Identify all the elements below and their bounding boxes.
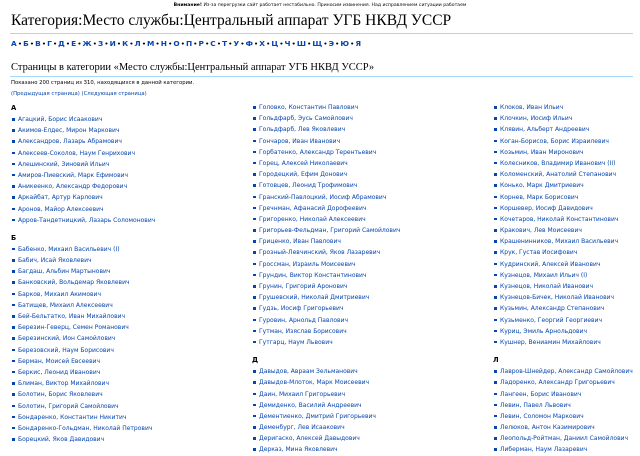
list-item xyxy=(252,326,400,337)
list-item xyxy=(493,236,633,247)
list-item xyxy=(493,411,633,422)
alphabet-separator: • xyxy=(41,39,47,48)
list-item xyxy=(493,366,633,377)
alphabet-link-12[interactable]: М xyxy=(147,39,155,48)
person-link[interactable]: Гутман, Изяслав Борисович xyxy=(259,327,347,335)
alphabet-separator: • xyxy=(141,39,147,48)
alphabet-link-5[interactable]: Д xyxy=(58,39,65,48)
list-item xyxy=(252,180,400,191)
list-item xyxy=(493,225,633,236)
person-link[interactable]: Березин-Геверц, Семен Романович xyxy=(18,324,129,332)
prev-page-link[interactable]: (Предыдущая страница) xyxy=(11,91,80,97)
alphabet-separator: • xyxy=(228,39,233,48)
person-link[interactable]: Коломенский, Анатолий Степанович xyxy=(500,171,617,179)
list-item xyxy=(493,102,633,113)
list-item xyxy=(493,303,633,314)
list-item xyxy=(11,300,155,311)
list-item xyxy=(11,401,155,412)
list-item xyxy=(11,170,155,181)
person-link[interactable]: Куриц, Эмиль Арнольдович xyxy=(500,327,587,335)
list-item xyxy=(493,400,633,411)
alphabet-link-17[interactable]: С xyxy=(210,39,216,48)
list-item xyxy=(252,411,400,422)
person-link[interactable]: Левин, Павел Львович xyxy=(500,401,571,409)
person-link[interactable]: Бондаренко-Гольдман, Николай Петрович xyxy=(18,424,153,432)
person-link[interactable]: Клоков, Иван Ильич xyxy=(500,104,564,111)
list-item xyxy=(252,147,400,158)
list-item xyxy=(11,181,155,192)
person-link[interactable]: Кочетаров, Николай Константинович xyxy=(500,215,619,223)
pagination xyxy=(11,91,147,97)
person-link[interactable]: Лавров-Шнейдер, Александр Самойлович xyxy=(500,368,633,376)
list-item xyxy=(493,214,633,225)
person-link[interactable]: Гроссман, Израиль Моисеевич xyxy=(259,260,356,268)
alphabet-separator: • xyxy=(104,39,109,48)
person-link[interactable]: Либерман, Наум Лазаревич xyxy=(500,446,588,454)
alphabet-link-7[interactable]: Ж xyxy=(82,39,92,48)
list-item xyxy=(252,259,400,270)
alphabet-link-10[interactable]: К xyxy=(122,39,129,48)
person-link[interactable]: Клочкин, Иосиф Ильич xyxy=(500,115,573,123)
person-link[interactable]: Кудринский, Алексей Иванович xyxy=(500,260,601,268)
person-link[interactable]: Деригаско, Алексей Давыдович xyxy=(259,435,360,443)
list-item xyxy=(252,366,400,377)
list-item xyxy=(11,389,155,400)
person-link[interactable]: Алешинский, Зиновий Ильич xyxy=(18,160,110,168)
person-link[interactable]: Конько, Марк Дмитриевич xyxy=(500,182,584,190)
list-item xyxy=(493,444,633,455)
person-link[interactable]: Кузьмин, Александр Степанович xyxy=(500,305,605,313)
alphabet-link-22[interactable]: Ц xyxy=(271,39,279,48)
person-link[interactable]: Головко, Константин Павлович xyxy=(259,104,359,111)
alphabet-link-23[interactable]: Ч xyxy=(284,39,291,48)
list-item xyxy=(11,125,155,136)
person-link[interactable]: Блиман, Виктор Михайлович xyxy=(18,380,110,388)
list-item xyxy=(493,147,633,158)
category-list xyxy=(252,366,400,456)
alphabet-separator: • xyxy=(77,39,82,48)
person-link[interactable]: Лангеен, Борис Иванович xyxy=(500,390,582,398)
person-link[interactable]: Болотин, Борис Яковлевич xyxy=(18,391,103,399)
category-list xyxy=(252,102,400,348)
list-item xyxy=(11,114,155,125)
category-column-2 xyxy=(252,102,400,456)
person-link[interactable]: Клявин, Альберт Андреевич xyxy=(500,126,590,134)
person-link[interactable]: Аронов, Майор Алексеевич xyxy=(18,205,104,213)
category-list xyxy=(11,114,155,226)
alphabet-separator: • xyxy=(335,39,340,48)
alphabet-separator: • xyxy=(155,39,160,48)
alphabet-link-16[interactable]: Р xyxy=(198,39,204,48)
list-item xyxy=(493,422,633,433)
person-link[interactable]: Банковский, Вольдемар Яковлевич xyxy=(18,279,130,287)
person-link[interactable]: Дерказ, Мина Яковлевич xyxy=(259,446,338,454)
alphabet-separator: • xyxy=(193,39,198,48)
list-item xyxy=(252,444,400,455)
alphabet-link-19[interactable]: У xyxy=(233,39,240,48)
person-link[interactable]: Горбатенко, Александр Терентьевич xyxy=(259,148,377,156)
list-item xyxy=(252,192,400,203)
person-link[interactable]: Грозный-Левчинский, Яков Лазаревич xyxy=(259,249,381,257)
person-link[interactable]: Березовский, Наум Борисович xyxy=(18,346,114,354)
list-item xyxy=(252,236,400,247)
page-title: Категория:Место службы:Центральный аппарат УГБ НКВД УССР xyxy=(11,12,452,29)
list-item xyxy=(493,315,633,326)
person-link[interactable]: Давыдов, Авраам Зельманович xyxy=(259,368,358,376)
page-count: Показано 200 страниц из 310, находящихся в данной категории. xyxy=(11,80,195,86)
list-item xyxy=(252,315,400,326)
list-item xyxy=(252,113,400,124)
notice-bold: Внимание! xyxy=(173,3,202,8)
person-link[interactable]: Гранский-Павлоцкий, Иосиф Абрамович xyxy=(259,193,387,201)
alphabet-index xyxy=(11,39,361,48)
list-item xyxy=(11,356,155,367)
list-item xyxy=(252,270,400,281)
alphabet-link-2[interactable]: Б xyxy=(23,39,29,48)
person-link[interactable]: Акимов-Елдес, Мирон Маркович xyxy=(18,127,120,135)
person-link[interactable]: Деменбург, Лев Исаакович xyxy=(259,424,345,432)
list-item xyxy=(493,281,633,292)
alphabet-link-24[interactable]: Ш xyxy=(296,39,307,48)
alphabet-link-25[interactable]: Щ xyxy=(312,39,323,48)
person-link[interactable]: Кузнецов-Бичек, Николай Иванович xyxy=(500,294,615,302)
list-item xyxy=(11,289,155,300)
alphabet-separator: • xyxy=(253,39,259,48)
person-link[interactable]: Крук, Густав Иосифович xyxy=(500,249,578,257)
person-link[interactable]: Аникеенко, Александр Федорович xyxy=(18,183,128,191)
alphabet-separator: • xyxy=(116,39,122,48)
alphabet-link-8[interactable]: З xyxy=(97,39,104,48)
person-link[interactable]: Лелюков, Антон Казимирович xyxy=(500,424,595,432)
person-link[interactable]: Александров, Лазарь Абрамович xyxy=(18,138,122,146)
list-item xyxy=(11,244,155,255)
category-list xyxy=(493,102,633,348)
person-link[interactable]: Кузнецов, Николай Иванович xyxy=(500,283,594,290)
person-link[interactable]: Болотин, Григорий Самойлович xyxy=(18,402,119,410)
alphabet-link-26[interactable]: Э xyxy=(328,39,334,48)
alphabet-separator: • xyxy=(204,39,210,48)
list-item xyxy=(11,277,155,288)
list-item xyxy=(252,136,400,147)
list-item xyxy=(493,337,633,348)
alphabet-link-9[interactable]: И xyxy=(109,39,116,48)
list-item xyxy=(493,180,633,191)
next-page-link[interactable]: (Следующая страница) xyxy=(81,91,147,97)
list-item xyxy=(11,423,155,434)
person-link[interactable]: Бабич, Исай Яковлевич xyxy=(18,257,92,265)
list-item xyxy=(252,292,400,303)
person-link[interactable]: Гутгарц, Наум Львович xyxy=(259,338,333,346)
letter-heading: А xyxy=(11,104,17,112)
site-notice xyxy=(0,0,640,8)
person-link[interactable]: Гудзь, Иосиф Григорьевич xyxy=(259,305,344,313)
list-item xyxy=(252,281,400,292)
person-link[interactable]: Борецкий, Яков Давидович xyxy=(18,436,105,444)
list-item xyxy=(493,203,633,214)
list-item xyxy=(11,345,155,356)
alphabet-link-15[interactable]: П xyxy=(185,39,193,48)
list-item xyxy=(493,113,633,124)
alphabet-link-21[interactable]: Х xyxy=(259,39,265,48)
person-link[interactable]: Даин, Михаил Григорьевич xyxy=(259,390,346,398)
list-item xyxy=(11,322,155,333)
alphabet-separator: • xyxy=(291,39,296,48)
alphabet-separator: • xyxy=(240,39,245,48)
alphabet-separator: • xyxy=(180,39,185,48)
list-item xyxy=(493,158,633,169)
alphabet-separator: • xyxy=(52,39,58,48)
list-item xyxy=(493,192,633,203)
person-link[interactable]: Городецкий, Ефим Донович xyxy=(259,171,348,179)
person-link[interactable]: Гончаров, Иван Иванович xyxy=(259,137,341,145)
list-item xyxy=(252,422,400,433)
list-item xyxy=(11,204,155,215)
person-link[interactable]: Кракович, Лев Моисеевич xyxy=(500,227,582,235)
notice-text: Из-за перегрузки сайт работает нестабильно. Приносим извинения. Над исправлением ситуации работаем xyxy=(202,3,467,8)
list-item xyxy=(252,214,400,225)
person-link[interactable]: Леопольд-Ройтман, Даниил Самойлович xyxy=(500,435,629,443)
person-link[interactable]: Ладоренко, Александр Григорьевич xyxy=(500,379,615,387)
alphabet-separator: • xyxy=(129,39,134,48)
alphabet-link-1[interactable]: А xyxy=(11,39,17,48)
person-link[interactable]: Кузьменко, Георгий Георгиевич xyxy=(500,316,603,324)
letter-heading: Б xyxy=(11,233,17,242)
person-link[interactable]: Грунин, Григорий Аронович xyxy=(259,283,348,290)
person-link[interactable]: Гольдфарб, Лев Яковлевич xyxy=(259,126,346,134)
person-link[interactable]: Грундин, Виктор Константинович xyxy=(259,271,367,279)
person-link[interactable]: Левин, Соломон Маркович xyxy=(500,412,584,420)
person-link[interactable]: Аркайбат, Артур Карлович xyxy=(18,194,103,202)
alphabet-link-28[interactable]: Я xyxy=(355,39,362,48)
list-item xyxy=(11,378,155,389)
person-link[interactable]: Кузнецов, Михаил Ильич (I) xyxy=(500,271,588,279)
list-item xyxy=(252,247,400,258)
title-divider xyxy=(10,33,633,34)
list-item xyxy=(11,148,155,159)
person-link[interactable]: Беркис, Леонид Иванович xyxy=(18,368,101,376)
alphabet-link-18[interactable]: Т xyxy=(222,39,228,48)
person-link[interactable]: Берман, Моисей Евсеевич xyxy=(18,357,101,365)
person-link[interactable]: Арров-Тандетницкий, Лазарь Соломонович xyxy=(18,216,156,224)
list-item xyxy=(11,266,155,277)
list-item xyxy=(11,311,155,322)
person-link[interactable]: Григоренко, Николай Алексеевич xyxy=(259,215,366,223)
person-link[interactable]: Бабенко, Михаил Васильевич (I) xyxy=(18,245,120,253)
list-item xyxy=(11,192,155,203)
list-item xyxy=(11,412,155,423)
person-link[interactable]: Гольдфарб, Эусь Самойлович xyxy=(259,115,353,123)
person-link[interactable]: Алексеев-Соколов, Наум Генрихович xyxy=(18,149,136,157)
list-item xyxy=(11,159,155,170)
person-link[interactable]: Агацкий, Борис Исаакович xyxy=(18,116,103,123)
alphabet-separator: • xyxy=(216,39,222,48)
letter-heading: Л xyxy=(493,356,499,365)
person-link[interactable]: Давыдов-Млоток, Марк Моисеевич xyxy=(259,379,370,387)
list-item xyxy=(493,326,633,337)
person-link[interactable]: Корнев, Марк Борисович xyxy=(500,193,579,201)
category-list xyxy=(493,366,633,456)
alphabet-separator: • xyxy=(323,39,328,48)
alphabet-separator: • xyxy=(65,39,71,48)
list-item xyxy=(11,136,155,147)
list-item xyxy=(493,292,633,303)
list-item xyxy=(11,333,155,344)
person-link[interactable]: Горец, Алексей Николаевич xyxy=(259,159,348,167)
alphabet-separator: • xyxy=(265,39,271,48)
alphabet-link-20[interactable]: Ф xyxy=(245,39,253,48)
list-item xyxy=(252,389,400,400)
list-item xyxy=(493,270,633,281)
list-item xyxy=(252,203,400,214)
alphabet-link-3[interactable]: В xyxy=(35,39,41,48)
person-link[interactable]: Демиденко, Василий Андреевич xyxy=(259,401,362,409)
subtitle-divider xyxy=(10,76,633,77)
person-link[interactable]: Коган-Борисов, Борис Израилевич xyxy=(500,137,609,145)
person-link[interactable]: Бондаренко, Константин Никитич xyxy=(18,413,127,421)
alphabet-link-11[interactable]: Л xyxy=(134,39,141,48)
person-link[interactable]: Грушевский, Николай Дмитриевич xyxy=(259,294,370,302)
list-item xyxy=(252,400,400,411)
alphabet-link-27[interactable]: Ю xyxy=(340,39,350,48)
list-item xyxy=(11,255,155,266)
list-item xyxy=(493,433,633,444)
alphabet-separator: • xyxy=(307,39,312,48)
person-link[interactable]: Батищев, Михаил Алексеевич xyxy=(18,301,113,309)
person-link[interactable]: Колесников, Владимир Иванович (II) xyxy=(500,159,616,167)
list-item xyxy=(493,124,633,135)
person-link[interactable]: Гриценко, Иван Павлович xyxy=(259,238,341,246)
list-item xyxy=(252,169,400,180)
list-item xyxy=(252,124,400,135)
alphabet-separator: • xyxy=(350,39,355,48)
alphabet-separator: • xyxy=(17,39,23,48)
list-item xyxy=(493,247,633,258)
list-item xyxy=(493,377,633,388)
person-link[interactable]: Барков, Михаил Акимович xyxy=(18,290,101,298)
list-item xyxy=(252,337,400,348)
person-link[interactable]: Гуровин, Арнольд Павлович xyxy=(259,316,349,324)
person-link[interactable]: Крашенинников, Михаил Васильевич xyxy=(500,238,619,246)
category-column-1 xyxy=(11,102,155,445)
person-link[interactable]: Коршевер, Иосиф Давидович xyxy=(500,204,593,212)
person-link[interactable]: Бей-Бельтатко, Иван Михайлович xyxy=(18,313,126,320)
list-item xyxy=(252,225,400,236)
list-item xyxy=(252,303,400,314)
category-subtitle: Страницы в категории «Место службы:Центральный аппарат УГБ НКВД УССР» xyxy=(11,62,375,73)
alphabet-link-4[interactable]: Г xyxy=(47,39,52,48)
list-item xyxy=(252,377,400,388)
list-item xyxy=(252,433,400,444)
person-link[interactable]: Григорьев-Фельдман, Григорий Самойлович xyxy=(259,227,401,235)
category-column-3 xyxy=(493,102,633,456)
person-link[interactable]: Багдаш, Альбин Мартынович xyxy=(18,268,111,276)
alphabet-separator: • xyxy=(92,39,97,48)
list-item xyxy=(11,215,155,226)
category-list xyxy=(11,244,155,445)
person-link[interactable]: Амиров-Пиевский, Марк Ефимович xyxy=(18,171,129,179)
alphabet-separator: • xyxy=(279,39,284,48)
person-link[interactable]: Гречнман, Афанасий Дорофеевич xyxy=(259,204,367,212)
letter-heading: Д xyxy=(252,356,259,365)
list-item xyxy=(11,434,155,445)
list-item xyxy=(493,259,633,270)
list-item xyxy=(493,136,633,147)
alphabet-separator: • xyxy=(167,39,173,48)
person-link[interactable]: Готовцев, Леонид Трофимович xyxy=(259,182,358,190)
list-item xyxy=(493,389,633,400)
person-link[interactable]: Кушнер, Вениамин Михайлович xyxy=(500,338,601,346)
list-item xyxy=(493,169,633,180)
list-item xyxy=(252,102,400,113)
alphabet-link-14[interactable]: О xyxy=(173,39,180,48)
alphabet-link-13[interactable]: Н xyxy=(160,39,167,48)
alphabet-separator: • xyxy=(29,39,35,48)
person-link[interactable]: Козьмин, Иван Миронович xyxy=(500,148,584,156)
person-link[interactable]: Дементиенко, Дмитрий Григорьевич xyxy=(259,412,376,420)
list-item xyxy=(252,158,400,169)
list-item xyxy=(11,367,155,378)
alphabet-link-6[interactable]: Е xyxy=(71,39,77,48)
person-link[interactable]: Березинский, Ион Самойлович xyxy=(18,335,116,343)
